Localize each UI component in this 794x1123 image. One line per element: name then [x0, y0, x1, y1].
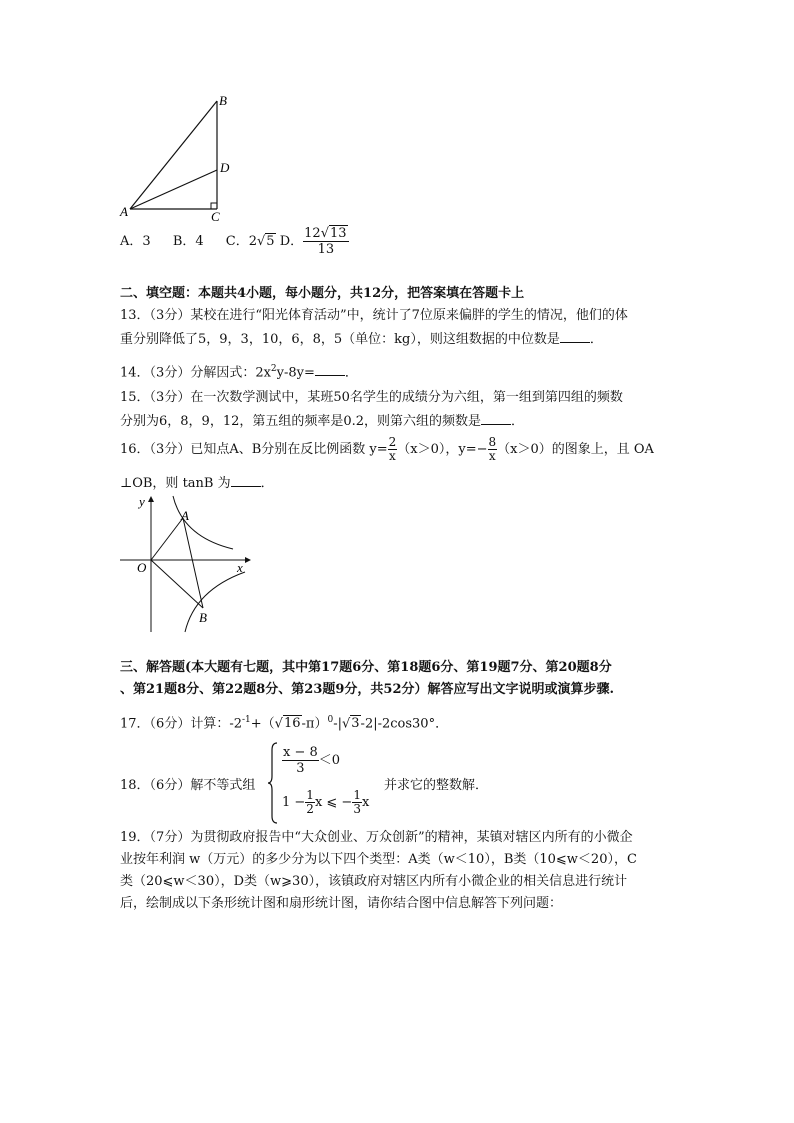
segment-ab	[183, 518, 203, 608]
q17: 17．（6分）计算：$-2^{-1}+(√16-\pi)^0-|√3-2|-2\cos 30^\circ$．	[120, 715, 449, 732]
section3-heading-line1: 三、解答题(本大题有七题，其中第17题6分、第18题6分、第19题7分、第20题8分	[120, 660, 612, 675]
option-c: C．2√5	[225, 234, 275, 249]
answer-blank[interactable]	[231, 474, 261, 487]
label-o: O	[137, 560, 147, 575]
label-a: A	[120, 204, 128, 219]
label-d: D	[220, 160, 230, 175]
q19-line4: 后，绘制成以下条形统计图和扇形统计图，请你结合图中信息解答下列问题：	[120, 896, 563, 911]
option-d: D． $\frac{12√13}{13}$	[279, 226, 347, 257]
q18-inequality2: 1 − $\frac{1}{2}$ x ⩽ − $\frac{1}{3}$ x	[282, 788, 370, 816]
label-c: C	[211, 209, 220, 224]
segment-ab	[130, 101, 217, 209]
option-a: A．3	[120, 234, 151, 249]
q16-line2: ⊥OB，则 tanB 为 ．	[120, 476, 274, 491]
q18-tail: 并求它的整数解．	[384, 778, 489, 793]
curve-y-neg8-over-x	[185, 572, 245, 632]
answer-blank[interactable]	[560, 330, 590, 343]
section2-heading: 二、填空题：本题共4小题，每小题分，共12分，把答案填在答题卡上	[120, 286, 525, 301]
y-axis-arrow	[148, 496, 154, 502]
q15-line2: 分别为6，8，9，12，第五组的频率是0.2，则第六组的频数是 ．	[120, 414, 525, 429]
label-b: B	[219, 93, 227, 108]
system-brace	[268, 742, 278, 824]
q15-line1: 15．（3分）在一次数学测试中，某班50名学生的成绩分为六组，第一组到第四组的频数	[120, 390, 623, 405]
q19-line3: 类（20⩽w＜30），D类（w⩾30），该镇政府对辖区内所有小微企业的相关信息进行统计	[120, 874, 628, 889]
segment-ob	[151, 560, 203, 608]
label-y: y	[139, 494, 145, 509]
q18-inequality1: $\frac{x - 8}{3}$ ＜0	[283, 745, 341, 776]
x-axis-arrow	[245, 557, 251, 563]
option-b: B．4	[172, 234, 204, 249]
answer-blank[interactable]	[315, 363, 345, 376]
q19-line1: 19．（7分）为贯彻政府报告中“大众创业、万众创新”的精神，某镇对辖区内所有的小微企	[120, 830, 633, 845]
label-a: A	[181, 508, 189, 523]
q13-line1: 13．（3分）某校在进行“阳光体育活动”中，统计了7位原来偏胖的学生的情况，他们的体	[120, 308, 628, 323]
q19-line2: 业按年利润 w（万元）的多少分为以下四个类型：A类（w＜10），B类（10⩽w＜20），C	[120, 852, 637, 867]
section3-heading-line2: 、第21题8分、第22题8分、第23题9分，共52分）解答应写出文字说明或演算步骤.	[120, 682, 615, 697]
q14: 14．（3分）分解因式：$2x^2y-8y=$ ．	[120, 364, 358, 381]
answer-blank[interactable]	[481, 412, 511, 425]
q16-line1: 16．（3分）已知点A、B分别在反比例函数 y= $\frac{2}{x}$ （x＞0），y=− $\frac{8}{x}$ （x＞0）的图象上，且 OA	[120, 435, 654, 463]
label-b: B	[199, 610, 207, 625]
triangle-figure	[110, 88, 250, 224]
segment-ad	[130, 170, 217, 209]
q18-label: 18．（6分）解不等式组	[120, 778, 256, 793]
segment-oa	[151, 518, 183, 560]
hyperbola-figure	[115, 492, 255, 634]
q12-options	[120, 226, 349, 260]
q13-line2: 重分别降低了5，9，3，10，6，8，5（单位：kg），则这组数据的中位数是 ．	[120, 332, 603, 347]
label-x: x	[237, 560, 243, 575]
